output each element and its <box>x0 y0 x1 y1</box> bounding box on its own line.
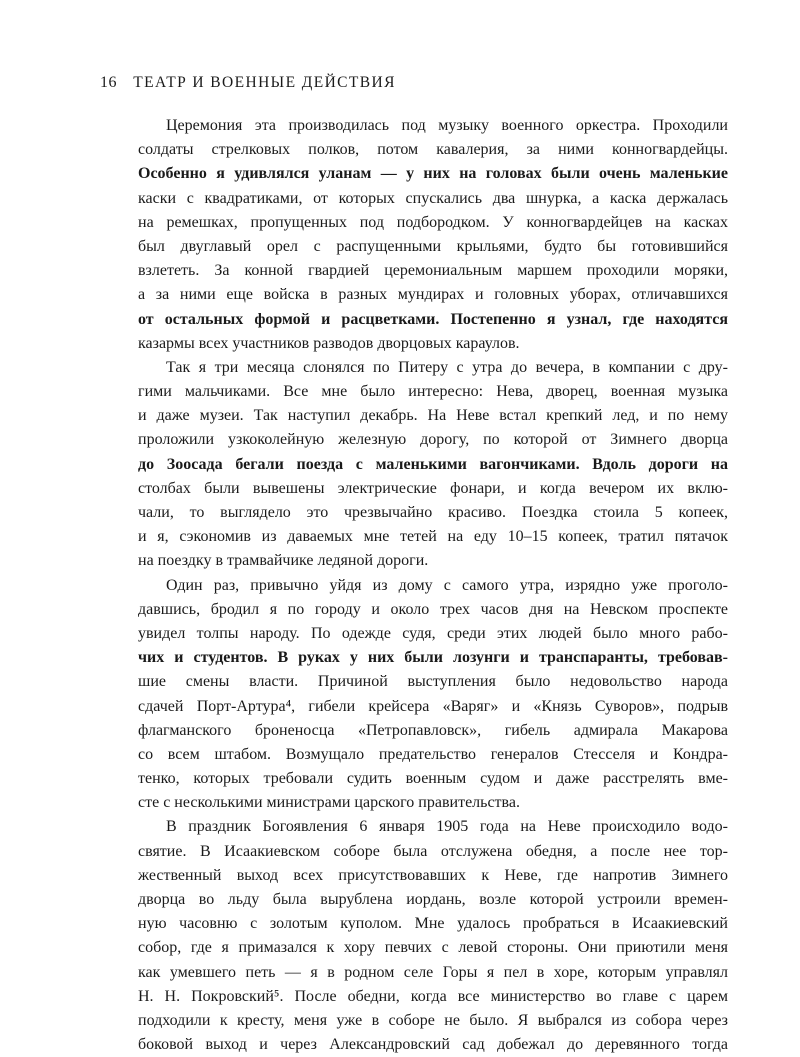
text-line: чих и студентов. В руках у них были лозунги и транспаранты, требовав- <box>138 649 728 667</box>
text-line: как умевшего петь — я в родном селе Горы я пел в хоре, которым управлял <box>138 963 728 981</box>
text-line: солдаты стрелковых полков, потом кавалерия, за ними конногвардейцы. <box>138 141 728 159</box>
text-line: чали, то выглядело это чрезвычайно красиво. Поездка стоила 5 копеек, <box>138 504 728 521</box>
paragraph-3 <box>138 574 728 816</box>
text-line: каски с квадратиками, от которых спускались два шнурка, а каска держалась <box>138 189 728 207</box>
page-number: 16 <box>100 74 117 91</box>
text-line: тенко, которых требовали судить военным судом и даже расстрелять вме- <box>138 770 728 788</box>
text-line: был двуглавый орел с распущенными крыльями, будто бы готовившийся <box>138 237 728 255</box>
text-line: от остальных формой и расцветками. Постепенно я узнал, где находятся <box>138 310 728 328</box>
text-line: дворца во льду была вырублена иордань, возле которой устроили времен- <box>138 891 728 908</box>
text-line: шие смены власти. Причиной выступления было недовольство народа <box>138 673 728 691</box>
paragraph-2 <box>138 356 728 574</box>
text-line: ную часовню с золотым куполом. Мне удалось пробраться в Исаакиевский <box>138 915 728 933</box>
body-text <box>138 114 728 1057</box>
text-line: до Зоосада бегали поезда с маленькими вагончиками. Вдоль дороги на <box>138 455 728 473</box>
text-line: гими мальчиками. Все мне было интересно: Нева, дворец, военная музыка <box>138 383 728 401</box>
text-line: сдачей Порт-Артура⁴, гибели крейсера «Варяг» и «Князь Суворов», подрыв <box>138 697 728 715</box>
text-line: и даже музеи. Так наступил декабрь. На Неве встал крепкий лед, и по нему <box>138 407 728 425</box>
text-line: собор, где я примазался к хору певчих с левой стороны. Они приютили меня <box>138 939 728 957</box>
text-line: взлететь. За конной гвардией церемониальным маршем проходили моряки, <box>138 262 728 280</box>
text-line: сте с несколькими министрами царского правительства. <box>138 794 520 812</box>
text-line: а за ними еще войска в разных мундирах и головных уборах, отличавшихся <box>138 286 728 304</box>
text-line: давшись, бродил я по городу и около трех часов дня на Невском проспекте <box>138 600 728 618</box>
text-line: боковой выход и через Александровский сад добежал до деревянного тогда <box>138 1036 728 1054</box>
text-line: увидел толпы народу. По одежде судя, среди этих людей было много рабо- <box>138 624 728 642</box>
text-line: казармы всех участников разводов дворцовых караулов. <box>138 334 520 352</box>
text-line: и я, сэкономив из даваемых мне тетей на еду 10–15 копеек, тратил пятачок <box>138 528 728 546</box>
running-head <box>100 74 720 96</box>
text-line: Н. Н. Покровский⁵. После обедни, когда все министерство во главе с царем <box>138 987 728 1005</box>
text-line: В праздник Богоявления 6 января 1905 года на Неве происходило водо- <box>166 818 728 836</box>
paragraph-1 <box>138 114 728 356</box>
chapter-title: ТЕАТР И ВОЕННЫЕ ДЕЙСТВИЯ <box>133 74 396 91</box>
paragraph-4 <box>138 815 728 1057</box>
text-line: Церемония эта производилась под музыку военного оркестра. Проходили <box>166 117 728 134</box>
text-line: на поездку в трамвайчике ледяной дороги. <box>138 552 429 570</box>
text-line: Особенно я удивлялся уланам — у них на головах были очень маленькие <box>138 165 728 183</box>
text-line: Так я три месяца слонялся по Питеру с утра до вечера, в компании с дру- <box>166 358 728 376</box>
text-line: Один раз, привычно уйдя из дому с самого утра, изрядно уже проголо- <box>166 576 728 594</box>
text-line: жественный выход всех присутствовавших к Неве, где напротив Зимнего <box>138 866 728 884</box>
text-line: флагманского броненосца «Петропавловск», гибель адмирала Макарова <box>138 721 728 739</box>
text-line: столбах были вывешены электрические фонари, и когда вечером их вклю- <box>138 479 728 497</box>
text-line: со всем штабом. Возмущало предательство генералов Стесселя и Кондра- <box>138 745 728 763</box>
text-line: проложили узкоколейную железную дорогу, по которой от Зимнего дворца <box>138 431 728 449</box>
text-line: святие. В Исаакиевском соборе была отслужена обедня, а после нее тор- <box>138 842 728 860</box>
text-line: подходили к кресту, меня уже в соборе не было. Я выбрался из собора через <box>138 1011 728 1029</box>
text-line: на ремешках, пропущенных под подбородком. У конногвардейцев на касках <box>138 213 728 231</box>
